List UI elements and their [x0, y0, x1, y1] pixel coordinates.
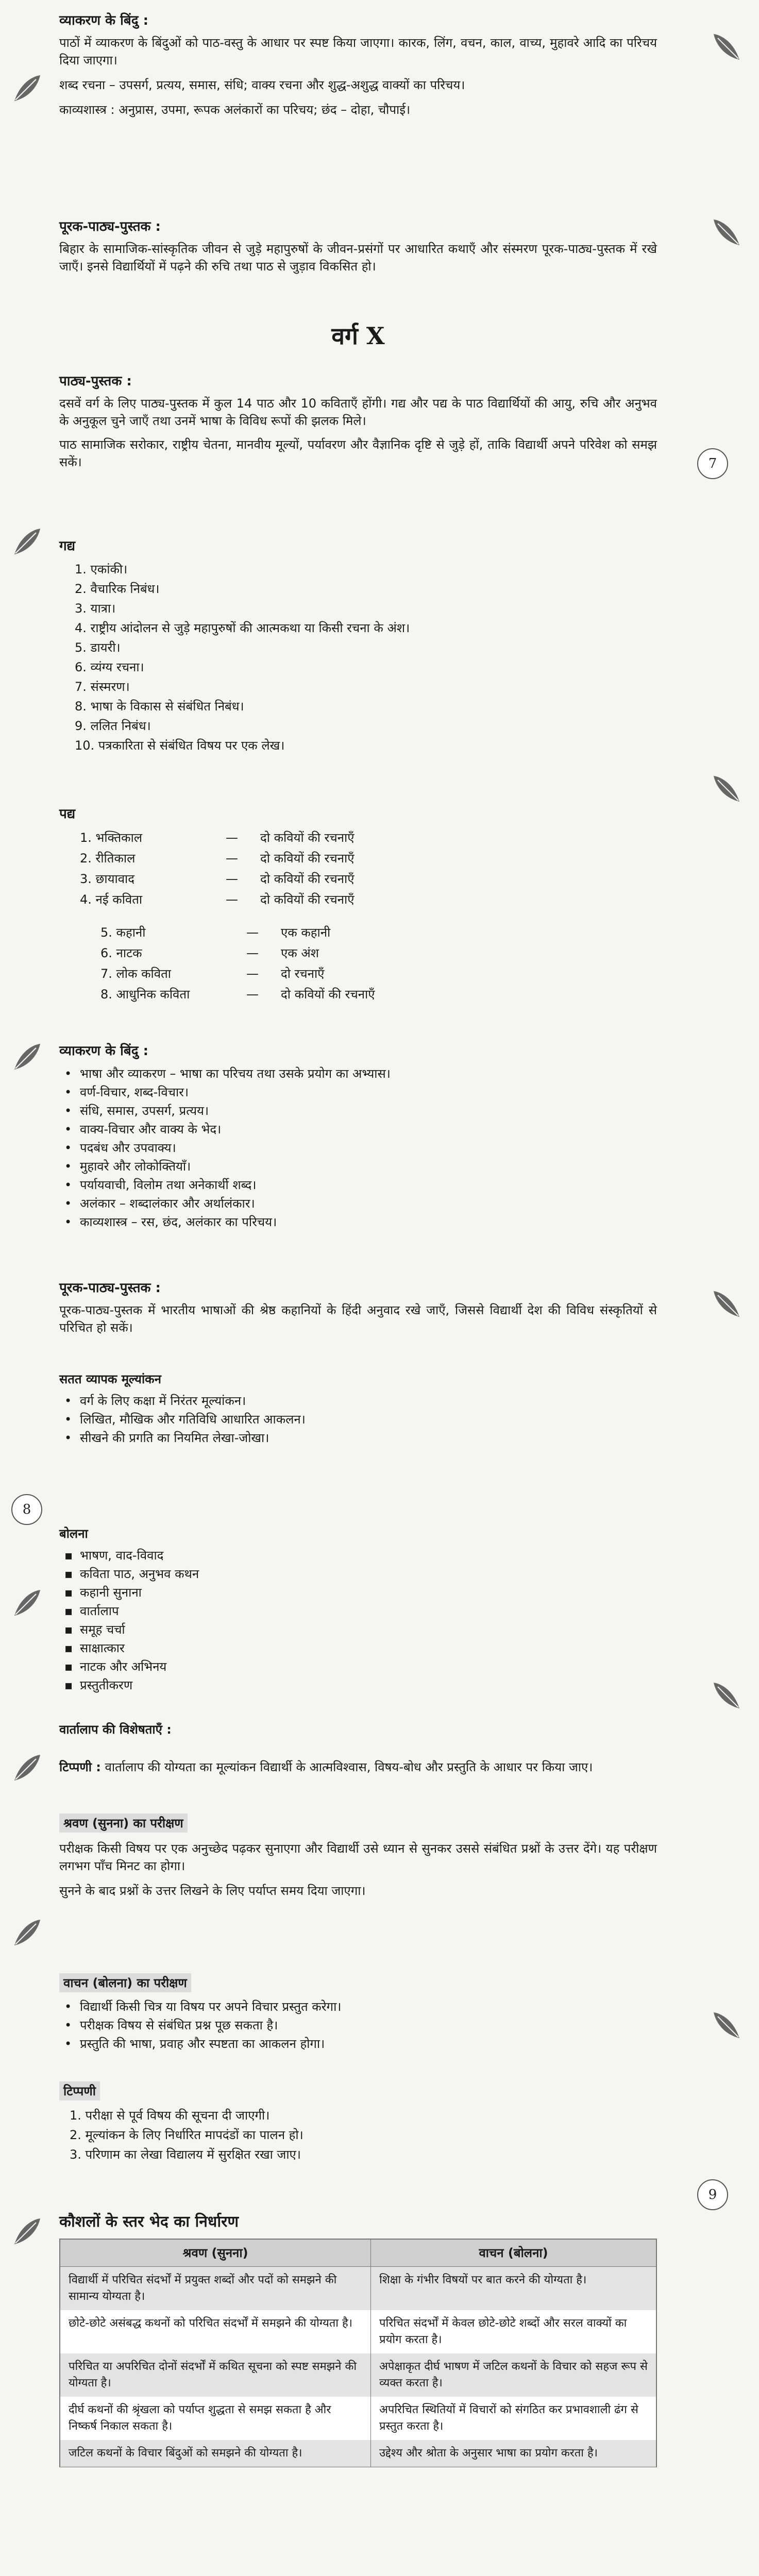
poetry-period: 6. नाटक: [100, 946, 142, 960]
page-number: 9: [697, 2179, 728, 2210]
section-heading: पद्य: [59, 806, 76, 822]
poetry-requirement: दो कवियों की रचनाएँ: [260, 831, 355, 845]
section-heading: पाठ्य-पुस्तक :: [59, 374, 132, 389]
poetry-row: [80, 963, 657, 984]
section-heading: टिप्पणी: [59, 2081, 100, 2100]
table-row: [60, 2310, 656, 2353]
list-item: 7. संस्मरण।: [75, 680, 130, 694]
list-item: • पदबंध और उपवाक्य।: [59, 1139, 657, 1157]
leaf-ornament-icon: [10, 526, 43, 558]
leaf-ornament-icon: [711, 2009, 744, 2042]
list-item: ▪ प्रस्तुतीकरण: [59, 1676, 657, 1694]
poetry-requirement: एक अंश: [281, 946, 319, 960]
poetry-table: [59, 922, 657, 1005]
section-heading: श्रवण (सुनना) का परीक्षण: [59, 1814, 188, 1833]
list-item: • विद्यार्थी किसी चित्र या विषय पर अपने विचार प्रस्तुत करेगा।: [59, 1997, 657, 2016]
evaluation-list: [59, 1392, 657, 1447]
list-item: 1. परीक्षा से पूर्व विषय की सूचना दी जाएगी।: [70, 2108, 270, 2123]
poetry-requirement: दो कवियों की रचनाएँ: [260, 851, 355, 866]
grammar-intro-section: [59, 10, 657, 118]
right-margin: [661, 0, 759, 2576]
table-row: [60, 2353, 656, 2397]
listening-test-section: [59, 1814, 657, 1900]
speaking-test-list: [59, 1997, 657, 2053]
poetry-period: 5. कहानी: [100, 925, 146, 940]
leaf-ornament-icon: [10, 1041, 43, 1074]
poetry-row: [59, 889, 657, 910]
list-item: 8. भाषा के विकास से संबंधित निबंध।: [75, 699, 244, 714]
paragraph: पाठ सामाजिक सरोकार, राष्ट्रीय चेतना, मानवीय मूल्यों, पर्यावरण और वैज्ञानिक दृष्टि से जुड़े हों, ताकि विद्यार्थी अपने परिवेश को समझ सकें।: [59, 437, 657, 469]
poetry-row: [80, 984, 657, 1005]
section-heading: व्याकरण के बिंदु :: [59, 13, 149, 28]
list-item: • अलंकार – शब्दालंकार और अर्थालंकार।: [59, 1194, 657, 1213]
poetry-period: 2. रीतिकाल: [80, 851, 136, 866]
poetry-row: [80, 943, 657, 963]
list-item: • प्रस्तुति की भाषा, प्रवाह और स्पष्टता का आकलन होगा।: [59, 2035, 657, 2053]
page-title: वर्ग X: [331, 322, 385, 350]
paragraph: पूरक-पाठ्य-पुस्तक में भारतीय भाषाओं की श्रेष्ठ कहानियों के हिंदी अनुवाद रखे जाएँ, जिससे विद्यार्थी देश की विविध संस्कृतियों से परिचित हो सकें।: [59, 1303, 657, 1335]
speaking-list: [59, 1546, 657, 1694]
poetry-requirement: दो कवियों की रचनाएँ: [281, 987, 375, 1002]
paragraph: परीक्षक किसी विषय पर एक अनुच्छेद पढ़कर सुनाएगा और विद्यार्थी उसे ध्यान से सुनकर उससे संबंधित प्रश्नों के उत्तर देंगे। यह परीक्षण लगभग पाँच मिनट का होगा।: [59, 1841, 657, 1873]
prose-list: [59, 560, 657, 755]
poetry-row: [80, 922, 657, 943]
skills-table-box: [59, 2239, 657, 2467]
dash-separator: —: [226, 831, 238, 845]
poetry-section: [59, 804, 657, 1005]
paragraph: पाठों में व्याकरण के बिंदुओं को पाठ-वस्तु के आधार पर स्पष्ट किया जाएगा। कारक, लिंग, वचन, काल, वाच्य, मुहावरे आदि का परिचय दिया जाएगा।: [59, 36, 657, 67]
dash-separator: —: [246, 987, 259, 1002]
leaf-ornament-icon: [10, 1752, 43, 1785]
section-heading: वार्तालाप की विशेषताएँ :: [59, 1722, 172, 1737]
table-header: श्रवण (सुनना): [60, 2240, 371, 2267]
evaluation-section: [59, 1370, 657, 1447]
list-item: 2. वैचारिक निबंध।: [75, 582, 160, 596]
poetry-period: 7. लोक कविता: [100, 967, 171, 981]
table-row: [60, 2440, 656, 2467]
dash-separator: —: [226, 892, 238, 907]
class-x-grammar-section: [59, 1041, 657, 1231]
list-item: ▪ कविता पाठ, अनुभव कथन: [59, 1565, 657, 1583]
leaf-ornament-icon: [711, 216, 744, 249]
paragraph: सुनने के बाद प्रश्नों के उत्तर लिखने के लिए पर्याप्त समय दिया जाएगा।: [59, 1884, 366, 1898]
list-item: 4. राष्ट्रीय आंदोलन से जुड़े महापुरुषों की आत्मकथा या किसी रचना के अंश।: [75, 621, 410, 635]
list-item: ▪ भाषण, वाद-विवाद: [59, 1546, 657, 1565]
table-cell: दीर्घ कथनों की श्रृंखला को पर्याप्त शुद्धता से समझ सकता है और निष्कर्ष निकाल सकता है।: [60, 2397, 371, 2440]
table-cell: शिक्षा के गंभीर विषयों पर बात करने की योग्यता है।: [371, 2267, 656, 2311]
table-cell: छोटे-छोटे असंबद्ध कथनों को परिचित संदर्भों में समझने की योग्यता है।: [60, 2310, 371, 2353]
note-label: टिप्पणी :: [59, 1760, 101, 1774]
skills-table: [60, 2239, 656, 2467]
section-heading: पूरक-पाठ्य-पुस्तक :: [59, 219, 161, 234]
poetry-requirement: दो रचनाएँ: [281, 967, 325, 981]
section-heading: वाचन (बोलना) का परीक्षण: [59, 1973, 191, 1992]
paragraph: शब्द रचना – उपसर्ग, प्रत्यय, समास, संधि; वाक्य रचना और शुद्ध-अशुद्ध वाक्यों का परिचय।: [59, 78, 465, 92]
remarks-list: [59, 2106, 657, 2164]
poetry-period: 4. नई कविता: [80, 892, 143, 907]
poetry-requirement: एक कहानी: [281, 925, 331, 940]
list-item: 10. पत्रकारिता से संबंधित विषय पर एक लेख।: [75, 738, 285, 753]
poetry-table: [59, 827, 657, 910]
poetry-row: [59, 848, 657, 869]
table-cell: परिचित संदर्भों में केवल छोटे-छोटे शब्दों और सरल वाक्यों का प्रयोग करता है।: [371, 2310, 656, 2353]
leaf-ornament-icon: [711, 773, 744, 806]
dash-separator: —: [246, 967, 259, 981]
table-header: वाचन (बोलना): [371, 2240, 656, 2267]
poetry-requirement: दो कवियों की रचनाएँ: [260, 892, 355, 907]
list-item: ▪ कहानी सुनाना: [59, 1583, 657, 1602]
class-x-supplementary-section: [59, 1278, 657, 1336]
list-item: • पर्यायवाची, विलोम तथा अनेकार्थी शब्द।: [59, 1176, 657, 1194]
leaf-ornament-icon: [10, 2215, 43, 2248]
list-item: • भाषा और व्याकरण – भाषा का परिचय तथा उसके प्रयोग का अभ्यास।: [59, 1064, 657, 1083]
list-item: ▪ वार्तालाप: [59, 1602, 657, 1620]
class-x-textbook-section: [59, 371, 657, 471]
dash-separator: —: [226, 851, 238, 866]
section-heading: गद्य: [59, 538, 76, 554]
list-item: ▪ साक्षात्कार: [59, 1639, 657, 1657]
section-heading: व्याकरण के बिंदु :: [59, 1043, 149, 1059]
prose-section: [59, 536, 657, 755]
list-item: • परीक्षक विषय से संबंधित प्रश्न पूछ सकता है।: [59, 2016, 657, 2035]
leaf-ornament-icon: [10, 72, 43, 105]
paragraph: दसवें वर्ग के लिए पाठ्य-पुस्तक में कुल 14 पाठ और 10 कविताएँ होंगी। गद्य और पद्य के पाठ विद्यार्थियों की आयु, रुचि और अनुभव के अनुकूल चुने जाएँ तथा उनमें भाषा के विविध रूपों की झलक मिले।: [59, 396, 657, 428]
speaking-test-section: [59, 1973, 657, 2053]
page-number: 7: [697, 448, 728, 479]
leaf-ornament-icon: [10, 1917, 43, 1950]
table-row: [60, 2267, 656, 2311]
leaf-ornament-icon: [711, 1680, 744, 1713]
skills-table-section: [59, 2210, 657, 2467]
table-row: [60, 2397, 656, 2440]
dash-separator: —: [246, 946, 259, 960]
dash-separator: —: [226, 872, 238, 886]
list-item: • सीखने की प्रगति का नियमित लेखा-जोखा।: [59, 1429, 657, 1447]
list-item: • वर्ण-विचार, शब्द-विचार।: [59, 1083, 657, 1101]
list-item: 6. व्यंग्य रचना।: [75, 660, 144, 674]
list-item: ▪ समूह चर्चा: [59, 1620, 657, 1639]
list-item: 2. मूल्यांकन के लिए निर्धारित मापदंडों का पालन हो।: [70, 2128, 303, 2142]
supplementary-intro-section: [59, 216, 657, 275]
list-item: • संधि, समास, उपसर्ग, प्रत्यय।: [59, 1101, 657, 1120]
poetry-requirement: दो कवियों की रचनाएँ: [260, 872, 355, 886]
table-cell: अपरिचित स्थितियों में विचारों को संगठित कर प्रभावशाली ढंग से प्रस्तुत करता है।: [371, 2397, 656, 2440]
section-heading: सतत व्यापक मूल्यांकन: [59, 1372, 161, 1386]
paragraph: काव्यशास्त्र : अनुप्रास, उपमा, रूपक अलंकारों का परिचय; छंद – दोहा, चौपाई।: [59, 103, 411, 117]
poetry-period: 8. आधुनिक कविता: [100, 987, 190, 1002]
list-item: 9. ललित निबंध।: [75, 719, 151, 733]
poetry-row: [59, 869, 657, 889]
list-item: 5. डायरी।: [75, 640, 121, 655]
section-heading: पूरक-पाठ्य-पुस्तक :: [59, 1280, 161, 1296]
conversation-features-section: [59, 1721, 657, 1776]
paragraph: बिहार के सामाजिक-सांस्कृतिक जीवन से जुड़े महापुरुषों के जीवन-प्रसंगों पर आधारित कथाएँ और संस्मरण पूरक-पाठ्य-पुस्तक में रखे जाएँ। इनसे विद्यार्थियों में पढ़ने की रुचि तथा पाठ से जुड़ाव विकसित हो।: [59, 242, 657, 274]
section-heading: बोलना: [59, 1527, 88, 1541]
left-margin: [0, 0, 57, 2576]
leaf-ornament-icon: [711, 1288, 744, 1321]
grammar-list: [59, 1064, 657, 1231]
table-cell: जटिल कथनों के विचार बिंदुओं को समझने की योग्यता है।: [60, 2440, 371, 2467]
speaking-section: [59, 1525, 657, 1694]
list-item: • वर्ग के लिए कक्षा में निरंतर मूल्यांकन।: [59, 1392, 657, 1410]
list-item: 3. परिणाम का लेखा विद्यालय में सुरक्षित रखा जाए।: [70, 2147, 301, 2162]
page-number: 8: [11, 1494, 42, 1525]
table-cell: अपेक्षाकृत दीर्घ भाषण में जटिल कथनों के विचार को सहज रूप से व्यक्त करता है।: [371, 2353, 656, 2397]
table-cell: उद्देश्य और श्रोता के अनुसार भाषा का प्रयोग करता है।: [371, 2440, 656, 2467]
section-heading: कौशलों के स्तर भेद का निर्धारण: [59, 2213, 239, 2231]
table-cell: विद्यार्थी में परिचित संदर्भों में प्रयुक्त शब्दों और पदों को समझने की सामान्य योग्यता है।: [60, 2267, 371, 2311]
list-item: • मुहावरे और लोकोक्तियाँ।: [59, 1157, 657, 1176]
list-item: ▪ नाटक और अभिनय: [59, 1657, 657, 1676]
list-item: 1. एकांकी।: [75, 562, 128, 577]
table-cell: परिचित या अपरिचित दोनों संदर्भों में कथित सूचना को स्पष्ट समझने की योग्यता है।: [60, 2353, 371, 2397]
poetry-period: 1. भक्तिकाल: [80, 831, 143, 845]
poetry-period: 3. छायावाद: [80, 872, 135, 886]
note-text: वार्तालाप की योग्यता का मूल्यांकन विद्यार्थी के आत्मविश्वास, विषय-बोध और प्रस्तुति के आधार पर किया जाए।: [105, 1760, 593, 1774]
list-item: • काव्यशास्त्र – रस, छंद, अलंकार का परिचय।: [59, 1213, 657, 1231]
leaf-ornament-icon: [711, 31, 744, 64]
remarks-section: [59, 2081, 657, 2164]
list-item: • लिखित, मौखिक और गतिविधि आधारित आकलन।: [59, 1410, 657, 1429]
list-item: 3. यात्रा।: [75, 601, 116, 616]
poetry-row: [59, 827, 657, 848]
leaf-ornament-icon: [10, 1587, 43, 1620]
list-item: • वाक्य-विचार और वाक्य के भेद।: [59, 1120, 657, 1139]
dash-separator: —: [246, 925, 259, 940]
